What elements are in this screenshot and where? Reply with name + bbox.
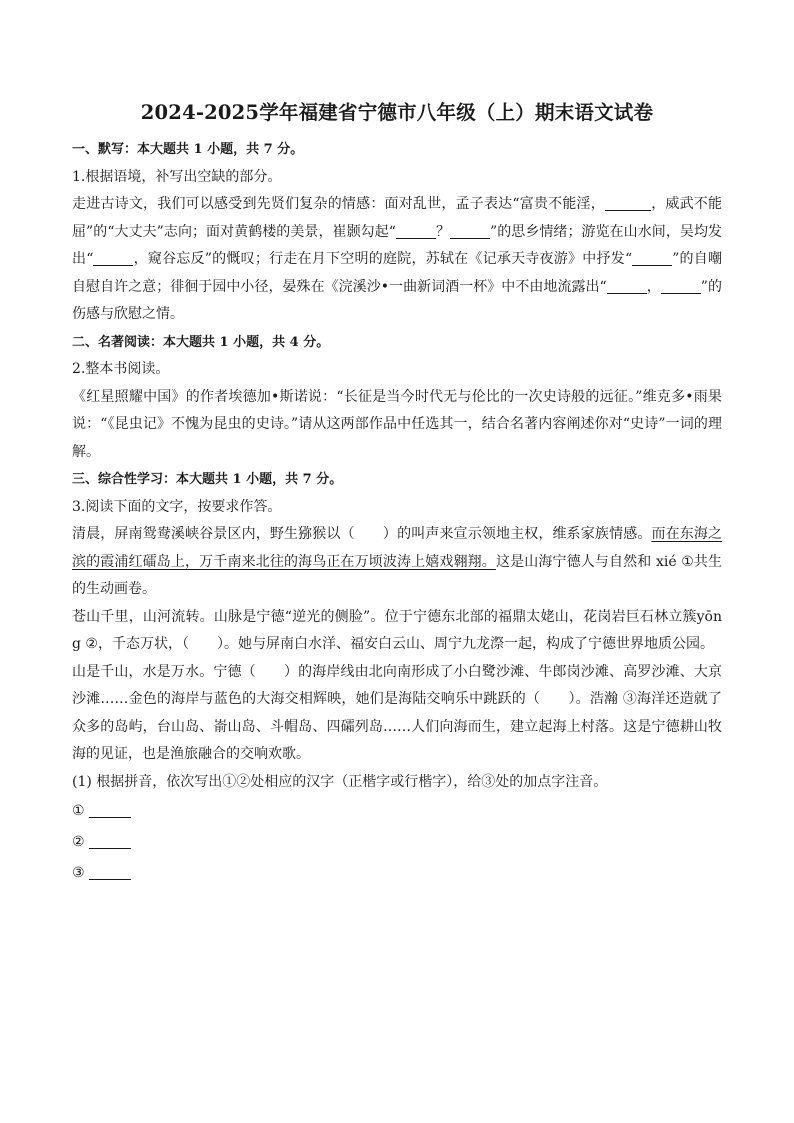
answer-row-2: ②: [72, 827, 722, 858]
sub-question-1: (1) 根据拼音，依次写出①②处相应的汉字（正楷字或行楷字），给③处的加点字注音。: [72, 773, 608, 790]
exam-title: 2024-2025学年福建省宁德市八年级（上）期末语文试卷: [140, 101, 654, 124]
blank-3[interactable]: [450, 222, 490, 239]
blank-5[interactable]: [632, 249, 672, 266]
answer-blank-2[interactable]: [89, 833, 131, 849]
section-3-heading: 三、综合性学习：本大题共 1 小题，共 7 分。: [72, 472, 343, 487]
question-2-label: 2.整本书阅读。: [72, 361, 170, 377]
question-3-paragraph-3: 山是千山，水是万水。宁德（ ）的海岸线由北向南形成了小白鹭沙滩、牛郎岗沙滩、高罗沙滩、大京沙滩……金色的海岸与蓝色的大海交相辉映，她们是海陆交响乐中跳跃的（ ）。浩瀚 ③海洋还造就了众多的岛屿，台山岛、嵛山岛、斗帽岛、四礵列岛……人们向海而生，建立起海上村落。这是宁德耕山牧海的见证，也是渔旅融合的交响欢歌。: [72, 663, 722, 762]
question-1-passage: 走进古诗文，我们可以感受到先贤们复杂的情感：面对乱世，孟子表达“富贵不能淫， ，威武不能屈”的“大丈夫”志向；面对黄鹤楼的美景，崔颢勾起“ ？ ”的思乡情绪；游览在山水间，吴均发出“ ，窥谷忘反”的慨叹；行走在月下空明的庭院，苏轼在《记承天寺夜游》中抒发“ ”的自嘲自慰自许之意；徘徊于园中小径，晏殊在《浣溪沙•一曲新词酒一杯》中不由地流露出“ ， ”的伤感与欣慰之情。: [72, 196, 723, 322]
question-2-passage: 《红星照耀中国》的作者埃德加•斯诺说：“长征是当今时代无与伦比的一次史诗般的远征。”维克多•雨果说：“《昆虫记》不愧为昆虫的史诗。”请从这两部作品中任选其一，结合名著内容阐述你对“史诗”一词的理解。: [72, 388, 722, 460]
question-1-label: 1.根据语境，补写出空缺的部分。: [72, 168, 282, 185]
answer-blank-1[interactable]: [89, 802, 131, 818]
section-1-heading: 一、默写：本大题共 1 小题，共 7 分。: [72, 142, 304, 157]
section-2-heading: 二、名著阅读：本大题共 1 小题，共 4 分。: [72, 334, 330, 350]
blank-6[interactable]: [607, 277, 647, 294]
blank-7[interactable]: [661, 277, 701, 294]
question-3-paragraph-1: 清晨，屏南鸳鸯溪峡谷景区内，野生猕猴以（ ）的叫声来宣示领地主权，维系家族情感。而在东海之滨的霞浦红礌岛上，万千南来北往的海鸟正在万顷波涛上嬉戏翱翔。这是山海宁德人与自然和 xié ①共生的生动画卷。: [72, 526, 723, 597]
question-3-paragraph-2: 苍山千里，山河流转。山脉是宁德“逆光的侧脸”。位于宁德东北部的福鼎太姥山，花岗岩巨石林立簇yōng ②，千态万状，（ ）。她与屏南白水洋、福安白云山、周宁九龙漈一起，构成了宁德世界地质公园。: [72, 608, 722, 652]
answer-row-3: ③: [72, 858, 722, 889]
blank-1[interactable]: [605, 194, 651, 211]
blank-2[interactable]: [396, 222, 436, 239]
blank-4[interactable]: [93, 249, 133, 266]
answer-blank-3[interactable]: [89, 864, 131, 880]
question-3-label: 3.阅读下面的文字，按要求作答。: [72, 498, 282, 515]
answer-row-1: ①: [72, 796, 722, 827]
underlined-sentence: 而在东海之: [651, 526, 723, 542]
exam-page: [72, 96, 722, 889]
